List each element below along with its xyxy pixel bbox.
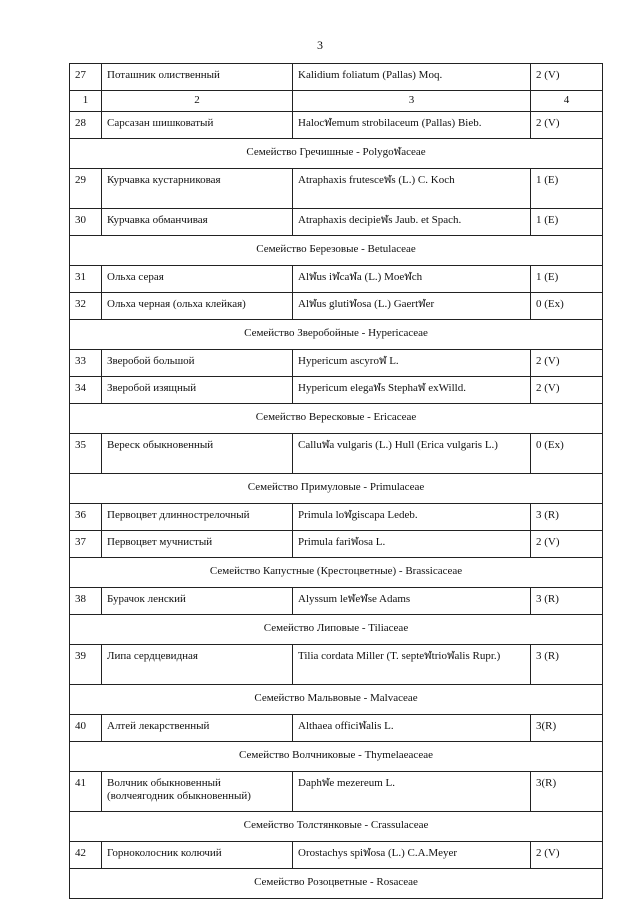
species-number: 37 <box>70 531 102 558</box>
family-row <box>70 615 603 645</box>
family-heading: Семейство Толстянковые - Crassulaceae <box>70 812 603 842</box>
latin-name: Alฬus iฬcaฬa (L.) Moeฬch <box>293 266 531 293</box>
russian-name: Волчник обыкновенный (волчеягодник обыкновенный) <box>102 772 293 812</box>
family-heading: Семейство Мальвовые - Malvaceae <box>70 685 603 715</box>
species-table <box>69 63 603 899</box>
conservation-status: 2 (V) <box>531 350 603 377</box>
conservation-status: 1 (E) <box>531 266 603 293</box>
latin-name: Alyssum leฬeฬse Adams <box>293 588 531 615</box>
latin-name: Primula fariฬosa L. <box>293 531 531 558</box>
russian-name: Ольха черная (ольха клейкая) <box>102 293 293 320</box>
species-number: 29 <box>70 169 102 209</box>
conservation-status: 2 (V) <box>531 112 603 139</box>
conservation-status: 3 (R) <box>531 504 603 531</box>
russian-name: Поташник олиственный <box>102 64 293 91</box>
conservation-status: 2 (V) <box>531 531 603 558</box>
conservation-status: 0 (Ex) <box>531 434 603 474</box>
latin-name: Kalidium foliatum (Pallas) Moq. <box>293 64 531 91</box>
russian-name: Курчавка кустарниковая <box>102 169 293 209</box>
species-row <box>70 112 603 139</box>
family-heading: Семейство Липовые - Tiliaceae <box>70 615 603 645</box>
latin-name: Orostachys spiฬosa (L.) C.A.Meyer <box>293 842 531 869</box>
column-number: 1 <box>70 91 102 112</box>
family-heading: Семейство Розоцветные - Rosaceae <box>70 869 603 899</box>
family-heading: Семейство Вересковые - Ericaceae <box>70 404 603 434</box>
latin-name: Alฬus glutiฬosa (L.) Gaertฬer <box>293 293 531 320</box>
species-number: 30 <box>70 209 102 236</box>
conservation-status: 3 (R) <box>531 588 603 615</box>
species-row <box>70 772 603 812</box>
conservation-status: 1 (E) <box>531 209 603 236</box>
species-row <box>70 504 603 531</box>
latin-name: Althaea officiฬalis L. <box>293 715 531 742</box>
family-row <box>70 685 603 715</box>
species-number: 36 <box>70 504 102 531</box>
russian-name: Сарсазан шишковатый <box>102 112 293 139</box>
species-table-body <box>70 64 603 899</box>
latin-name: Calluฬa vulgaris (L.) Hull (Erica vulgaris L.) <box>293 434 531 474</box>
family-row <box>70 320 603 350</box>
species-row <box>70 293 603 320</box>
russian-name: Зверобой изящный <box>102 377 293 404</box>
species-row <box>70 377 603 404</box>
family-row <box>70 869 603 899</box>
species-number: 39 <box>70 645 102 685</box>
family-heading: Семейство Волчниковые - Thymelaeaceae <box>70 742 603 772</box>
species-number: 27 <box>70 64 102 91</box>
russian-name: Ольха серая <box>102 266 293 293</box>
family-row <box>70 812 603 842</box>
page-number: 3 <box>317 38 323 52</box>
family-heading: Семейство Зверобойные - Hypericaceae <box>70 320 603 350</box>
conservation-status: 0 (Ex) <box>531 293 603 320</box>
latin-name: Primula loฬgiscapa Ledeb. <box>293 504 531 531</box>
species-row <box>70 645 603 685</box>
species-row <box>70 209 603 236</box>
conservation-status: 3 (R) <box>531 645 603 685</box>
russian-name: Алтей лекарственный <box>102 715 293 742</box>
species-row <box>70 842 603 869</box>
column-number-row <box>70 91 603 112</box>
family-row <box>70 742 603 772</box>
species-number: 35 <box>70 434 102 474</box>
species-row <box>70 266 603 293</box>
latin-name: Atraphaxis frutesceฬs (L.) C. Koch <box>293 169 531 209</box>
family-heading: Семейство Березовые - Betulaceae <box>70 236 603 266</box>
russian-name: Вереск обыкновенный <box>102 434 293 474</box>
family-row <box>70 474 603 504</box>
species-row <box>70 531 603 558</box>
species-number: 40 <box>70 715 102 742</box>
conservation-status: 2 (V) <box>531 64 603 91</box>
latin-name: Tilia cordata Miller (T. septeฬtrioฬalis Rupr.) <box>293 645 531 685</box>
russian-name: Зверобой большой <box>102 350 293 377</box>
species-row <box>70 588 603 615</box>
species-number: 38 <box>70 588 102 615</box>
species-number: 42 <box>70 842 102 869</box>
species-number: 32 <box>70 293 102 320</box>
latin-name: Hypericum ascyroฬ L. <box>293 350 531 377</box>
species-number: 41 <box>70 772 102 812</box>
family-row <box>70 236 603 266</box>
latin-name: Daphฬe mezereum L. <box>293 772 531 812</box>
russian-name: Курчавка обманчивая <box>102 209 293 236</box>
family-heading: Семейство Примуловые - Primulaceae <box>70 474 603 504</box>
latin-name: Halocฬemum strobilaceum (Pallas) Bieb. <box>293 112 531 139</box>
species-number: 33 <box>70 350 102 377</box>
latin-name: Atraphaxis decipieฬs Jaub. et Spach. <box>293 209 531 236</box>
conservation-status: 1 (E) <box>531 169 603 209</box>
species-number: 34 <box>70 377 102 404</box>
russian-name: Липа сердцевидная <box>102 645 293 685</box>
column-number: 3 <box>293 91 531 112</box>
species-row <box>70 434 603 474</box>
conservation-status: 2 (V) <box>531 842 603 869</box>
species-row <box>70 64 603 91</box>
russian-name: Горноколосник колючий <box>102 842 293 869</box>
conservation-status: 3(R) <box>531 772 603 812</box>
species-number: 28 <box>70 112 102 139</box>
species-row <box>70 715 603 742</box>
family-row <box>70 558 603 588</box>
species-number: 31 <box>70 266 102 293</box>
russian-name: Первоцвет длиннострелочный <box>102 504 293 531</box>
family-row <box>70 139 603 169</box>
conservation-status: 2 (V) <box>531 377 603 404</box>
family-row <box>70 404 603 434</box>
russian-name: Первоцвет мучнистый <box>102 531 293 558</box>
conservation-status: 3(R) <box>531 715 603 742</box>
latin-name: Hypericum elegaฬs Stephaฬ exWilld. <box>293 377 531 404</box>
column-number: 2 <box>102 91 293 112</box>
species-row <box>70 350 603 377</box>
russian-name: Бурачок ленский <box>102 588 293 615</box>
column-number: 4 <box>531 91 603 112</box>
species-row <box>70 169 603 209</box>
family-heading: Семейство Капустные (Крестоцветные) - Brassicaceae <box>70 558 603 588</box>
family-heading: Семейство Гречишные - Polygoฬaceae <box>70 139 603 169</box>
